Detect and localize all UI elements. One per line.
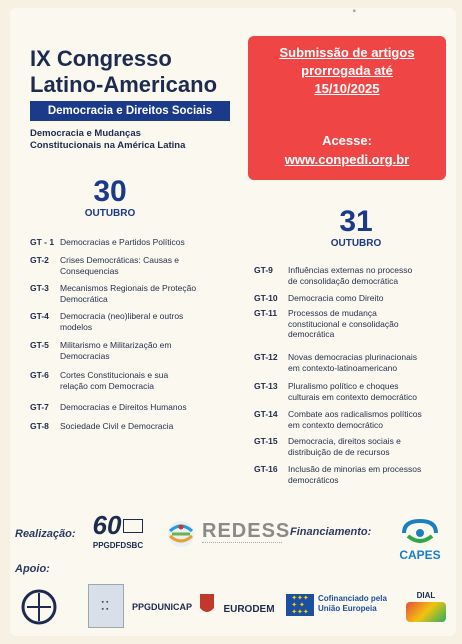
- gt-item: [254, 381, 446, 402]
- gt-code: GT - 1: [30, 237, 55, 247]
- eu-stars-icon: ✦✦✦ ✦ ✦ ✦✦✦: [291, 594, 309, 616]
- eurodem-logo: [224, 596, 274, 622]
- capes-logo: [390, 510, 450, 570]
- realizacao-label: Realização:: [15, 528, 76, 540]
- gt-description-line: Democracia (neo)liberal e outros: [60, 311, 184, 321]
- gt-code: GT-7: [30, 402, 49, 412]
- gt-description-line: Novas democracias plurinacionais: [288, 352, 417, 362]
- gt-item: [254, 293, 446, 304]
- gt-description: [60, 340, 171, 361]
- gt-item: [30, 370, 250, 391]
- notice-link[interactable]: www.conpedi.org.br: [284, 152, 410, 167]
- gt-item: [30, 402, 250, 413]
- gt-description-line: Democracia como Direito: [288, 293, 384, 303]
- redess-tagline-mark: [202, 542, 282, 545]
- gt-description: [60, 370, 168, 391]
- gt-code: GT-8: [30, 421, 49, 431]
- gt-description: [288, 293, 383, 304]
- notice-line-1: Submissão de artigos: [279, 45, 415, 60]
- gt-item: [254, 436, 446, 457]
- gt-description: [60, 255, 179, 276]
- gt-description: [60, 311, 183, 332]
- notice-access-label: Acesse:: [322, 133, 372, 148]
- day-number: 31: [339, 205, 373, 238]
- gt-item: [30, 311, 250, 332]
- day-number: 30: [93, 175, 127, 208]
- gt-description-line: Democracias: [60, 350, 110, 361]
- theme-text: [30, 128, 240, 152]
- submission-notice: [248, 36, 446, 180]
- gt-description-line: democráticos: [288, 474, 339, 485]
- gt-code: GT-15: [254, 436, 278, 446]
- gt-description-line: em contexto-latinoamericano: [288, 362, 398, 373]
- gt-code: GT-10: [254, 293, 278, 303]
- apoio-globe-icon: [15, 586, 63, 628]
- gt-code: GT-13: [254, 381, 278, 391]
- redess-logo-text: REDESS: [202, 520, 291, 542]
- gt-code: GT-12: [254, 352, 278, 362]
- redess-emblem-icon: [166, 518, 196, 550]
- eu-line-1: Cofinanciado pela: [318, 594, 387, 603]
- eu-line-2: União Europeia: [318, 604, 377, 613]
- gt-description-line: Democrática: [60, 293, 108, 304]
- sixty-years-mark: 60: [92, 510, 122, 540]
- gt-item: [30, 283, 250, 304]
- gt-description-line: Mecanismos Regionais de Proteção: [60, 283, 197, 293]
- notice-headline: [248, 44, 446, 98]
- gt-code: GT-6: [30, 370, 49, 380]
- gt-description-line: Democracias e Partidos Políticos: [60, 237, 185, 247]
- gt-description: [288, 381, 417, 402]
- gt-item: [254, 265, 446, 286]
- gt-description: [288, 436, 401, 457]
- gt-description: [60, 402, 187, 413]
- gt-item: [30, 237, 250, 248]
- gt-code: GT-11: [254, 308, 278, 318]
- congress-title: [30, 46, 217, 98]
- gt-description: [288, 464, 421, 485]
- gt-description-line: em contexto democrático: [288, 419, 383, 430]
- gpdf-logo: [88, 584, 124, 628]
- gt-description-line: Processos de mudança: [288, 308, 377, 318]
- gt-description: [288, 352, 417, 373]
- building-icon: [123, 519, 143, 533]
- unicap-name: PPGDUNICAP: [131, 602, 192, 612]
- gt-description-line: de consolidação democrática: [288, 275, 399, 286]
- ppgd-unicap-logo: [130, 596, 194, 618]
- gt-description-line: culturais em contexto democrático: [288, 391, 417, 402]
- eu-cofinance-text: [318, 594, 387, 614]
- gt-code: GT-14: [254, 409, 278, 419]
- top-marker-icon: ▪: [352, 6, 356, 17]
- gt-item: [254, 464, 446, 485]
- gt-description-line: Militarismo e Militarização em: [60, 340, 172, 350]
- gt-item: [30, 340, 250, 361]
- gt-description-line: Combate aos radicalismos políticos: [288, 409, 422, 419]
- day-month: OUTUBRO: [330, 238, 382, 249]
- subtitle-banner: Democracia e Direitos Sociais: [30, 101, 230, 121]
- capes-emblem-icon: [398, 518, 442, 548]
- gt-description-line: constitucional e consolidação: [288, 318, 399, 329]
- gt-code: GT-2: [30, 255, 49, 265]
- gt-description-line: Inclusão de minorias em processos: [288, 464, 422, 474]
- gt-description-line: Consequencias: [60, 265, 119, 276]
- fdsbc-name: PPGDFDSBC: [92, 541, 144, 550]
- gt-description: [60, 237, 185, 248]
- gt-description-line: relação com Democracia: [60, 380, 155, 391]
- gt-description: [60, 283, 196, 304]
- gt-description-line: modelos: [60, 321, 93, 332]
- gt-code: GT-3: [30, 283, 49, 293]
- gt-code: GT-9: [254, 265, 273, 275]
- gt-item: [254, 409, 446, 430]
- gt-code: GT-5: [30, 340, 49, 350]
- title-line-1: IX Congresso: [30, 46, 172, 71]
- crest-icon: [196, 590, 218, 620]
- dial-logo: [402, 582, 450, 630]
- dial-emblem-icon: [406, 602, 446, 622]
- gt-description-line: Democracias e Direitos Humanos: [60, 402, 187, 412]
- gt-description: [288, 308, 399, 340]
- gt-description-line: Sociedade Civil e Democracia: [60, 421, 174, 431]
- notice-date: 15/10/2025: [314, 81, 380, 96]
- eurodem-name: EURODEM: [223, 603, 275, 615]
- gt-description-line: distribuição de de recursos: [288, 446, 390, 457]
- capes-name: CAPES: [399, 548, 441, 562]
- poster: [10, 8, 456, 636]
- gt-description-line: democrática: [288, 329, 335, 339]
- gt-item: [254, 308, 446, 340]
- gpdf-mark: ▪▪ ▪▪: [101, 599, 111, 613]
- day-30-heading: [80, 176, 140, 220]
- title-line-2: Latino-Americano: [30, 72, 218, 97]
- gt-description: [288, 265, 412, 286]
- eu-flag-icon: [286, 594, 314, 616]
- theme-line-1: Democracia e Mudanças: [30, 128, 141, 139]
- theme-line-2: Constitucionais na América Latina: [30, 140, 186, 151]
- gt-description-line: Cortes Constitucionais e sua: [60, 370, 169, 380]
- gt-code: GT-16: [254, 464, 278, 474]
- financiamento-label: Financiamento:: [290, 526, 372, 538]
- notice-line-2: prorrogada até: [301, 63, 393, 78]
- fdsbc-logo: [88, 504, 148, 556]
- gt-item: [30, 255, 250, 276]
- gt-item: [254, 352, 446, 373]
- gt-description-line: Democracia, direitos sociais e: [288, 436, 401, 446]
- gt-description-line: Influências externas no processo: [288, 265, 413, 275]
- gt-description: [288, 409, 422, 430]
- gt-description-line: Crises Democráticas: Causas e: [60, 255, 180, 265]
- gt-item: [30, 421, 250, 432]
- gt-description: [60, 421, 173, 432]
- dial-name: DIAL: [416, 590, 436, 600]
- apoio-label: Apoio:: [15, 563, 50, 575]
- day-month: OUTUBRO: [84, 208, 136, 219]
- day-31-heading: [326, 206, 386, 250]
- gt-code: GT-4: [30, 311, 49, 321]
- gt-description-line: Pluralismo político e choques: [288, 381, 399, 391]
